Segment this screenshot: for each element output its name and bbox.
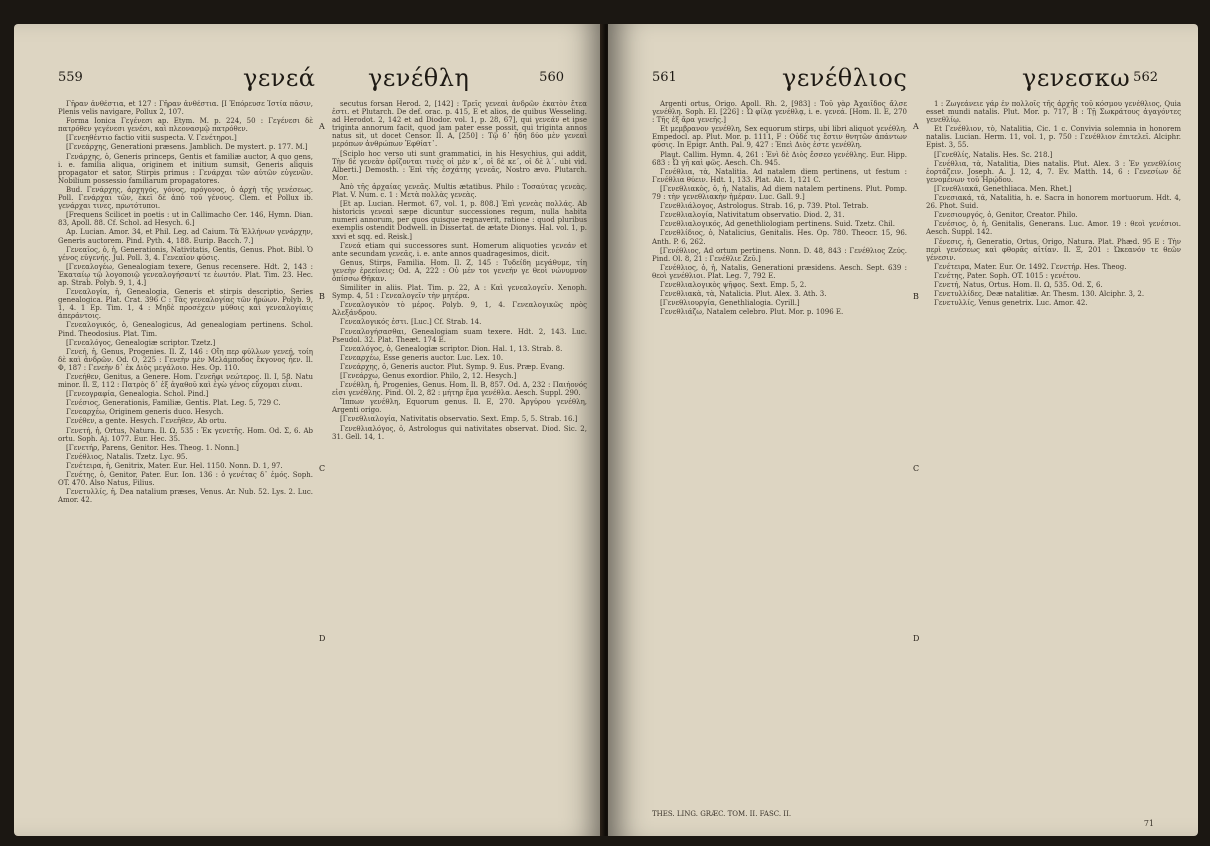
page-footer: THES. LING. GRÆC. TOM. II. FASC. II. — [652, 810, 792, 818]
left-page-right-number: 560 — [539, 70, 564, 85]
section-marker-c: C — [913, 464, 920, 473]
right-page-header — [652, 64, 1158, 90]
entry-paragraph: Similiter in aliis. Plat. Tim. p. 22, A : Καὶ γενεαλογεῖν. Xenoph. Symp. 4, 51 : Γενεαλογεῖν τὴν μητέρα. — [332, 284, 587, 301]
entry-paragraph: Argenti ortus, Origo. Apoll. Rh. 2, [983] : Τοῦ γὰρ Ἀχαιῖδος ἄλσε γενέθλη. Soph. El. [226] : Ὦ φίλᾳ γενέθλᾳ, i. e. γενεά. [Hom. Il. Ε, 270 : Τῆς ἐξ ἄρα γενεῆς.] — [652, 100, 907, 125]
entry-paragraph: Γενεαλόγος, ὁ, Genealogiæ scriptor. Dion. Hal. 1, 13. Strab. 8. — [340, 344, 563, 353]
entry-paragraph: Γένεσις, ἡ, Generatio, Ortus, Origo, Natura. Plat. Phæd. 95 E : Τὴν περὶ γενέσεως καὶ φθορᾶς αἰτίαν. Il. Ξ, 201 : Ὠκεανόν τε θεῶν γένεσιν. — [926, 237, 1181, 262]
entry-paragraph: Γενεαρχέω, Originem generis duco. Hesych. — [66, 408, 224, 417]
entry-paragraph: [Γενέθλιος, Ad ortum pertinens. Nonn. D. 48, 843 : Γενέθλιος Ζεύς. Pind. Ol. 8, 21 : Γενέθλιε Ζεῦ.] — [652, 246, 907, 263]
entry-paragraph: Γενετυλλίς, ἡ, Dea natalium præses, Venus. Ar. Nub. 52. Lys. 2. Luc. Amor. 42. — [58, 488, 313, 505]
section-marker-a: A — [319, 122, 325, 131]
entry-paragraph: Γενέθλια, τὰ, Natalitia, Dies natalis. Plut. Alex. 3 : Ἐν γενεθλίοις ἑορτάζειν. Joseph. A. J. 12, 4, 7. Ev. Matth. 14, 6 : Γενεσίων δὲ γενομένων τοῦ Ἡρῴδου. — [926, 159, 1181, 184]
right-page-right-number: 562 — [1133, 70, 1158, 85]
left-headword: γενεά — [243, 64, 316, 92]
entry-paragraph: Γενεαρχέω, Esse generis auctor. Luc. Lex. 10. — [340, 353, 504, 362]
entry-paragraph: Γενεθλιαλογικὸς ψῆφος. Sext. Emp. 5, 2. — [660, 280, 807, 289]
entry-paragraph: Ἀπὸ τῆς ἀρχαίας γενεᾶς. Multis ætatibus. Philo : Τοσαύτας γενεὰς. Plat. V. Num. c. 1 : Μετὰ πολλὰς γενεὰς. — [332, 182, 587, 200]
entry-paragraph: Γενεθλίδιος, ὁ, Natalicius, Genitalis. Hes. Op. 780. Theocr. 15, 96. Anth. P. 6, 262. — [652, 229, 907, 246]
entry-paragraph: [Γενεάρχω, Genus exordior. Philo, 2, 12. Hesych.] — [340, 372, 517, 380]
entry-paragraph: Γενετυλλίς, Venus genetrix. Luc. Amor. 42. — [934, 299, 1088, 308]
right-page-column-1 — [652, 100, 907, 806]
entry-paragraph: [Γενεηθέντιο factio vitii suspecta. V. Γενέτηροι.] — [66, 134, 237, 143]
entry-paragraph: Γενεαλογικός, ὁ, Genealogicus, Ad genealogiam pertinens. Schol. Pind. Theodosius. Plat. Tim. — [58, 321, 313, 338]
left-page — [14, 24, 604, 836]
entry-paragraph: [Γενεθλιαλογία, Nativitatis observatio. Sext. Emp. 5, 5. Strab. 16.] — [340, 415, 578, 424]
entry-paragraph: Plaut. Callim. Hymn. 4, 261 : Ἑνὶ δὲ Διὸς ἔσσεο γενέθλης. Eur. Hipp. 683 : Ὦ γῆ καὶ φῶς. Aesch. Ch. 945. — [652, 150, 907, 167]
entry-paragraph: Ἵππων γενέθλη, Equorum genus. Il. Ε, 270. Ἀργύρου γενέθλη, Argenti origo. — [332, 398, 587, 415]
right-page-column-2 — [926, 100, 1181, 806]
section-marker-d: D — [913, 634, 920, 643]
entry-paragraph: Γενέθλιος, Natalis. Tzetz. Lyc. 95. — [66, 452, 188, 461]
right-headword-right: γενεσκω — [1022, 64, 1131, 92]
entry-paragraph: Γενέθλιος, ὁ, ἡ, Natalis, Generationi præsidens. Aesch. Sept. 639 : θεοὶ γενέθλιοι. Plat. Leg. 7, 792 E. — [652, 263, 907, 280]
entry-paragraph: Γενεά etiam qui successores sunt. Homerum aliquoties γενεάν et ante secundam γενεᾶς, i. e. ante annos quadragesimos, dicit. — [332, 241, 587, 258]
entry-paragraph: secutus forsan Herod. 2, [142] : Τρεῖς γενεαὶ ἀνδρῶν ἑκατὸν ἔτεα ἐστι. et Plutarch. De def. orac. p. 415, E et alios, de quibus Wesseling. ad Herodot. 2, 142 et ad Diodor. vol. 1, p. 28, 67], qui γενεάν et ipse triginta annorum facit, quod jam pater esse possit, qui triginta annos natus sit, ut docet Censor. II. A, [250] : Τῷ δ᾽ ἤδη δύο μὲν γενεαὶ μερόπων ἀνθρώπων Ἐφθίατ᾽. — [332, 100, 587, 149]
left-page-number: 559 — [58, 70, 83, 85]
left-page-column-2 — [332, 100, 587, 806]
section-marker-d: D — [319, 634, 326, 643]
entry-paragraph: Γενέσιος, Generationis, Familiæ, Gentis. Plat. Leg. 5, 729 C. — [66, 399, 281, 408]
entry-paragraph: Γενεαλογικὸν τὸ μέρος. Polyb. 9, 1, 4. Γενεαλογικῶς πρὸς Ἀλεξάνδρου. — [332, 301, 587, 318]
entry-paragraph: Γενεσιακά, τά, Natalitia, h. e. Sacra in honorem mortuorum. Hdt. 4, 26. Phot. Suid. — [926, 194, 1181, 211]
entry-paragraph: Γενεθλιακὰ, τὰ, Natalicia. Plut. Alex. 3. Ath. 3. — [660, 290, 827, 299]
entry-paragraph: Γενεήθεν, Genitus, a Genere. Hom. Γενεῆφι νεώτερος. Il. Ι, 58. Natu minor. Il. Ξ, 112 : Πατρὸς δ᾽ ἐξ ἀγαθοῦ καὶ ἐγὼ γένος εὔχομαι εἶναι. — [58, 373, 313, 390]
entry-paragraph: Γενέτης, ὁ, Genitor, Pater. Eur. Ion. 136 : ὁ γενέτας δ᾽ ἐμός. Soph. OT. 470. Also Natus, Filius. — [58, 471, 313, 488]
entry-paragraph: Et Γενέθλιον, τὸ, Natalitia, Cic. 1 c. Convivia solemnia in honorem natalis. Lucian. Herm. 11, vol. 1, p. 750 : Γενέθλιον ἐπιτελεῖ. Alciphr. Epist. 3, 55. — [926, 125, 1181, 150]
right-headword: γενέθλιος — [782, 64, 908, 92]
entry-paragraph: Γενέσιος, ὁ, ἡ, Genitalis, Generans. Luc. Amor. 19 : θεοὶ γενέσιοι. Aesch. Suppl. 142. — [926, 220, 1181, 237]
entry-paragraph: Γενεή, ἡ, Genus, Progenies. Il. Ζ, 146 : Οἵη περ φύλλων γενεή, τοίη δὲ καὶ ἀνδρῶν. Od. Ο, 225 : Γενεὴν μὲν Μελάμποδος ἔκγονος ἦεν. Il. Φ, 187 : Γενεὴν δ᾽ ἐκ Διὸς μεγάλοιο. Hes. Op. 110. — [58, 347, 313, 372]
entry-paragraph: [Γενεθλιακά, Genethliaca. Men. Rhet.] — [934, 184, 1072, 193]
entry-paragraph: Γενεθλιάλογος, Astrologus. Strab. 16, p. 739. Ptol. Tetrab. — [660, 202, 869, 211]
entry-paragraph: Γενέτειρα, ἡ, Genitrix, Mater. Eur. Hel. 1150. Nonn. D. 1, 97. — [66, 461, 283, 470]
entry-paragraph: 1 : Ζωγεάνειε γάρ ἐν πολλοῖς τῆς ἀρχῆς τοῦ κόσμου γενέθλιος, Quia esset mundi natalis. Plut. Mor. p. 717, B : Τῇ Σωκράτους ἀγαγόντες γενεθλίῳ. — [926, 100, 1181, 125]
entry-paragraph: [Γενεαλογέω, Genealogiam texere, Genus recensere. Hdt. 2, 143 : Ἑκαταίῳ τῷ λογοποιῷ γενεαλογήσαντί τε ἑωυτόν. Plat. Tim. 23. Hec. ap. Strab. Polyb. 9, 1, 4.] — [58, 262, 313, 287]
entry-paragraph: Ap. Lucian. Amor. 34, et Phil. Leg. ad Caium. Τὰ Ἑλλήνων γενάρχην, Generis auctorem. Pind. Pyth. 4, 188. Eurip. Bacch. 7.] — [58, 228, 313, 245]
entry-paragraph: Γενεθλιάζω, Natalem celebro. Plut. Mor. p. 1096 E. — [660, 308, 844, 317]
entry-paragraph: Γενετυλλίδες, Deæ natalitiæ. Ar. Thesm. 130. Alciphr. 3, 2. — [934, 290, 1145, 299]
left-headword-right: γενέθλη — [368, 64, 470, 92]
right-page — [608, 24, 1198, 836]
entry-paragraph: Γενέθεν, a gente. Hesych. Γενεῆθεν, Ab ortu. — [66, 417, 227, 426]
left-page-column-1 — [58, 100, 313, 806]
entry-paragraph: [Γενεθλιουργία, Genethlialogia. Cyrill.] — [660, 299, 800, 308]
entry-paragraph: Γενετή, Natus, Ortus. Hom. Il. Ω, 535. Od. Σ, 6. — [934, 280, 1103, 289]
entry-paragraph: [Γενετήρ, Parens, Genitor. Hes. Theog. 1. Nonn.] — [66, 443, 239, 452]
entry-paragraph: Γενεσιουργός, ὁ, Genitor, Creator. Philo. — [934, 211, 1078, 220]
entry-paragraph: Γῆραν ἀνθέστια, et 127 : Γῆραν ἀνθέστια. [Ι Ἐπόρευσε Ἰστία πᾶσιν, Plenis velis navigare, Pollux 2, 107. — [58, 100, 313, 117]
entry-paragraph: Γενεθλιαλόγος, ὁ, Astrologus qui nativitates observat. Diod. Sic. 2, 31. Gell. 14, 1. — [332, 424, 587, 441]
entry-paragraph: Γενετή, ἡ, Ortus, Natura. Il. Ω, 535 : Ἐκ γενετῆς. Hom. Od. Σ, 6. Ab ortu. Soph. Aj. 1077. Eur. Hec. 35. — [58, 426, 313, 443]
book-spread — [14, 24, 1198, 836]
right-page-number: 561 — [652, 70, 677, 85]
left-page-header — [58, 64, 564, 90]
entry-paragraph: Genus, Stirps, Familia. Hom. Il. Ζ, 145 : Τυδείδη μεγάθυμε, τίη γενεὴν ἐρεείνεις; Od. Α, 222 : Οὐ μέν τοι γενεήν γε θεοὶ νώνυμνον ὀπίσσω Θῆκαν. — [332, 258, 587, 283]
entry-paragraph: Γενεάρχης, ὁ, Generis auctor. Plut. Symp. 9. Eus. Præp. Evang. — [340, 362, 565, 371]
entry-paragraph: Bud. Γενάρχης, ἀρχηγός, γόνος, πρόγονος, ὁ ἀρχὴ τῆς γενέσεως. Poll. Γενάρχαι τῶν, ἐκεῖ δὲ ἀπὸ τοῦ γένους. Clem. et Pollux ib. γενάρχαι τινες, πρωτότυποι. — [58, 185, 313, 211]
entry-paragraph: [Et ap. Lucian. Hermot. 67, vol. 1, p. 808.] Ἐπὶ γενεὰς πολλάς. Ab historicis γενεαὶ sæpe dicuntur successiones regum, nulla habita numeri annorum, per quos quisque regnaverit, ratione : quod pluribus exemplis ostendit Dodwell. in Dissertat. de ætate Dionys. Hal. vol. 1, p. xxvi et sqq. ed. Reisk.] — [332, 200, 587, 241]
entry-paragraph: Γενάρχης, ὁ, Generis princeps, Gentis et familiæ auctor, A quo gens, i. e. familia aliqua, originem et initium sumsit, Generis aliquis propagator et sator, Stirpis primus : Γενάρχαι τῶν αὐτῶν εὐγενῶν. Nobilium possessio familiarum propagatores. — [58, 152, 313, 185]
entry-paragraph: Γενέθλια, τὰ, Natalitia. Ad natalem diem pertinens, ut festum : Γενέθλια θύειν. Hdt. 1, 133. Plat. Alc. 1, 121 C. — [652, 167, 907, 184]
entry-paragraph: [Γενεογραφία, Genealogia. Schol. Pind.] — [66, 390, 209, 399]
section-marker-b: B — [913, 292, 919, 301]
entry-paragraph: Γενέτειρα, Mater. Eur. Or. 1492. Γενετήρ. Hes. Theog. — [934, 262, 1127, 271]
entry-paragraph: Γενεαλογικός ἐστι. [Luc.] Cf. Strab. 14. — [340, 318, 482, 327]
entry-paragraph: Forma Ionica Γεγένεσι ap. Etym. M. p. 224, 50 : Γεγένεσι δὲ πατρόθεν γεγένεσι γενέσι, καὶ πλεονασμῷ πατρόθεν. — [58, 117, 313, 134]
signature-mark: 71 — [1143, 819, 1154, 828]
entry-paragraph: [Γενεάρχης, Generationi præsens. Jamblich. De mystert. p. 177. M.] — [66, 143, 308, 152]
entry-paragraph: [Γενεθλίς, Natalis. Hes. Sc. 218.] — [934, 150, 1053, 159]
entry-paragraph: [Sciplo hoc verso uti sunt grammatici, in his Hesychius, qui addit, Τὴν δὲ γενεὰν ὁρίζονται τινὲς οἱ μὲν κ΄, οἱ δὲ κε΄, οἱ δὲ λ΄. ubi vid. Alberti.] Demosth. : Ἐπὶ τῆς ἐσχάτης γενεᾶς, Nostro ævo. Plutarch. Mor. — [332, 149, 587, 182]
entry-paragraph: [Frequens Scilicet in poetis : ut in Callimacho Cer. 146, Hymn. Dian. 83, Apoll. 88. Cf. Schol. ad Hesych. 6.] — [58, 211, 313, 228]
entry-paragraph: Et μεμβρανον γενέθλη, Sex equorum stirps, ubi libri aliquot γενέθλη. Empedocl. ap. Plut. Mor. p. 1111, F : Οὐδέ τις ἔστιν θνητῶν ἁπάντων φύσις. In Epigr. Anth. Pal. 9, 427 : Ἐπεὶ Διὸς ἐστε γενέθλη. — [652, 125, 907, 150]
entry-paragraph: Γενεαλογία, ἡ, Genealogia, Generis et stirpis descriptio, Series genealogica. Plat. Crat. 396 C : Τὰς γενεαλογίας τῶν ἡρώων. Polyb. 9, 1, 4. 1 Ep. Tim. 1, 4 : Μηδὲ προσέχειν μύθοις καὶ γενεαλογίαις ἀπεράντοις. — [58, 288, 313, 321]
section-marker-c: C — [319, 464, 326, 473]
entry-paragraph: [Γενεθλιακὸς, ὁ, ἡ, Natalis, Ad diem natalem pertinens. Plut. Pomp. 79 : τὴν γενεθλιακὴν ἡμέραν. Luc. Gall. 9.] — [652, 184, 907, 202]
entry-paragraph: Γενεαλογήσασθαι, Genealogiam suam texere. Hdt. 2, 143. Luc. Pseudol. 32. Plat. Theæt. 174 E. — [332, 327, 587, 344]
section-marker-a: A — [913, 122, 919, 131]
entry-paragraph: Γενεθλιαλογικός, Ad genethliologiam pertinens. Suid. Tzetz. Chil. — [660, 220, 895, 229]
entry-paragraph: Γενέτης, Pater. Soph. OT. 1015 : γενέτου. — [934, 271, 1081, 280]
entry-paragraph: Γενεθλιαλογία, Nativitatum observatio. Diod. 2, 31. — [660, 211, 845, 220]
entry-paragraph: Γενέθλη, ἡ, Progenies, Genus. Hom. Il. Β, 857. Od. Δ, 232 : Παιήονός εἰσι γενέθλης. Pind. Ol. 2, 82 : μήτηρ ἔμα γενέθλα. Aesch. Suppl. 290. — [332, 381, 587, 398]
entry-paragraph: Γενεαῖος, ὁ, ἡ, Generationis, Nativitatis, Gentis, Genus. Phot. Bibl. Ὁ γένος εὐγενής. Jul. Poll. 3, 4. Γενεαῖον φύσις. — [58, 245, 313, 262]
section-marker-b: B — [319, 292, 325, 301]
entry-paragraph: [Γενεαλόγος, Genealogiæ scriptor. Tzetz.] — [66, 338, 216, 347]
